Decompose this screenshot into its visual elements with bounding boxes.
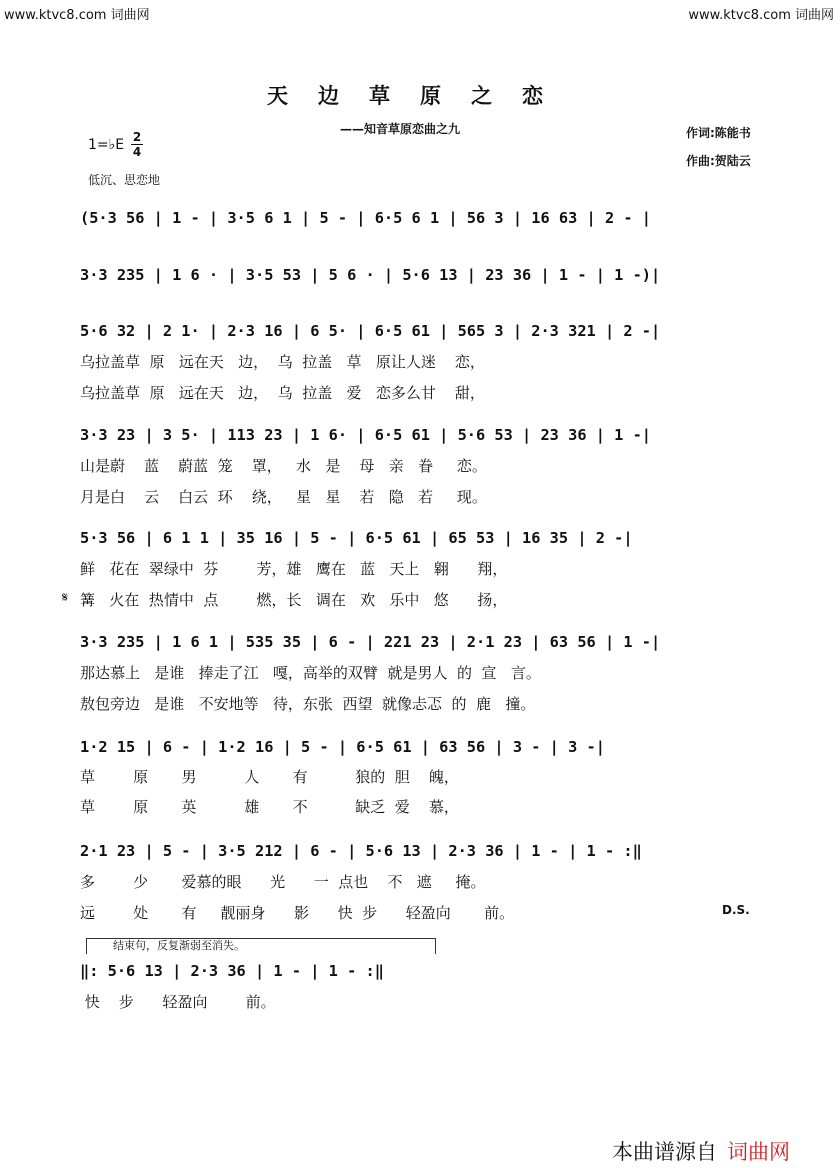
lyric-line-5b: 篝 火在 热情中 点 燃，长 调在 欢 乐中 悠 扬， [80,591,508,609]
lyric-line-6b: 敖包旁边 是谁 不安地等 待，东张 西望 就像忐忑 的 鹿 撞。 [80,695,536,713]
score-line-8: 2·1 23 | 5 - | 3·5 212 | 6 - | 5·6 13 | 2·3 36 | 1 - | 1 - :‖ [80,842,642,860]
score-line-1: (5·3 56 | 1 - | 3·5 6 1 | 5 - | 6·5 6 1 | 56 3 | 16 63 | 2 - | [80,209,651,227]
footer-source [612,1136,790,1166]
score-line-6: 3·3 235 | 1 6 1 | 535 35 | 6 - | 221 23 | 2·1 23 | 63 56 | 1 -| [80,633,661,651]
lyric-line-7a: 草 原 男 人 有 狼的 胆 魄， [80,768,459,786]
time-signature [131,131,143,158]
lyric-line-4a: 山是蔚 蓝 蔚蓝 笼 罩， 水 是 母 亲 眷 恋。 [80,457,487,475]
watermark-left: www.ktvc8.com 词曲网 [4,8,150,23]
score-line-3: 5·6 32 | 2 1· | 2·3 16 | 6 5· | 6·5 61 | 565 3 | 2·3 321 | 2 -| [80,322,661,340]
lyric-line-9: 快 步 轻盈向 前。 [80,993,276,1011]
score-line-5: 5·3 56 | 6 1 1 | 35 16 | 5 - | 6·5 61 | 65 53 | 16 35 | 2 -| [80,529,633,547]
lyric-line-3b: 乌拉盖草 原 远在天 边， 乌 拉盖 爱 恋多么甘 甜， [80,384,485,402]
lyric-line-5a: 鲜 花在 翠绿中 芬 芳，雄 鹰在 蓝 天上 翱 翔， [80,560,508,578]
score-line-7: 1·2 15 | 6 - | 1·2 16 | 5 - | 6·5 61 | 63 56 | 3 - | 3 -| [80,738,605,756]
lyric-line-6a: 那达慕上 是谁 捧走了江 嘎，高举的双臂 就是男人 的 宣 言。 [80,664,541,682]
watermark-right: www.ktvc8.com 词曲网 [688,8,834,23]
lyric-line-8a: 多 少 爱慕的眼 光 一 点也 不 遮 掩。 [80,873,486,891]
lyricist: 作词:陈能书 [686,126,751,140]
score-line-4: 3·3 23 | 3 5· | 113 23 | 1 6· | 6·5 61 | 5·6 53 | 23 36 | 1 -| [80,426,651,444]
ending-note-box: 结束句，反复渐弱至消失。 [86,938,436,954]
footer-site-logo: 词曲网 [727,1140,790,1164]
lyric-line-7b: 草 原 英 雄 不 缺乏 爱 慕， [80,798,459,816]
segno-sign: 𝄋 [62,590,69,606]
lyric-line-8b: 远 处 有 靓丽身 影 快 步 轻盈向 前。 [80,904,515,922]
score-line-2: 3·3 235 | 1 6 · | 3·5 53 | 5 6 · | 5·6 13 | 23 36 | 1 - | 1 -)| [80,266,661,284]
key-signature: 1=♭E [88,137,125,153]
time-signature-bottom: 4 [132,145,142,159]
footer-source-text: 本曲谱源自 [612,1140,717,1164]
song-subtitle: ——知音草原恋曲之九 [340,122,461,136]
song-title: 天边草原之恋 [267,83,573,108]
lyric-line-4b: 月是白 云 白云 环 绕， 星 星 若 隐 若 现。 [80,488,487,506]
time-signature-top: 2 [132,130,142,144]
tempo-marking: 低沉、思恋地 [88,173,161,187]
dal-segno-mark: D.S. [722,903,750,917]
composer: 作曲:贺陆云 [686,154,751,168]
lyric-line-3a: 乌拉盖草 原 远在天 边， 乌 拉盖 草 原让人迷 恋， [80,353,485,371]
score-line-9: ‖: 5·6 13 | 2·3 36 | 1 - | 1 - :‖ [80,962,384,980]
